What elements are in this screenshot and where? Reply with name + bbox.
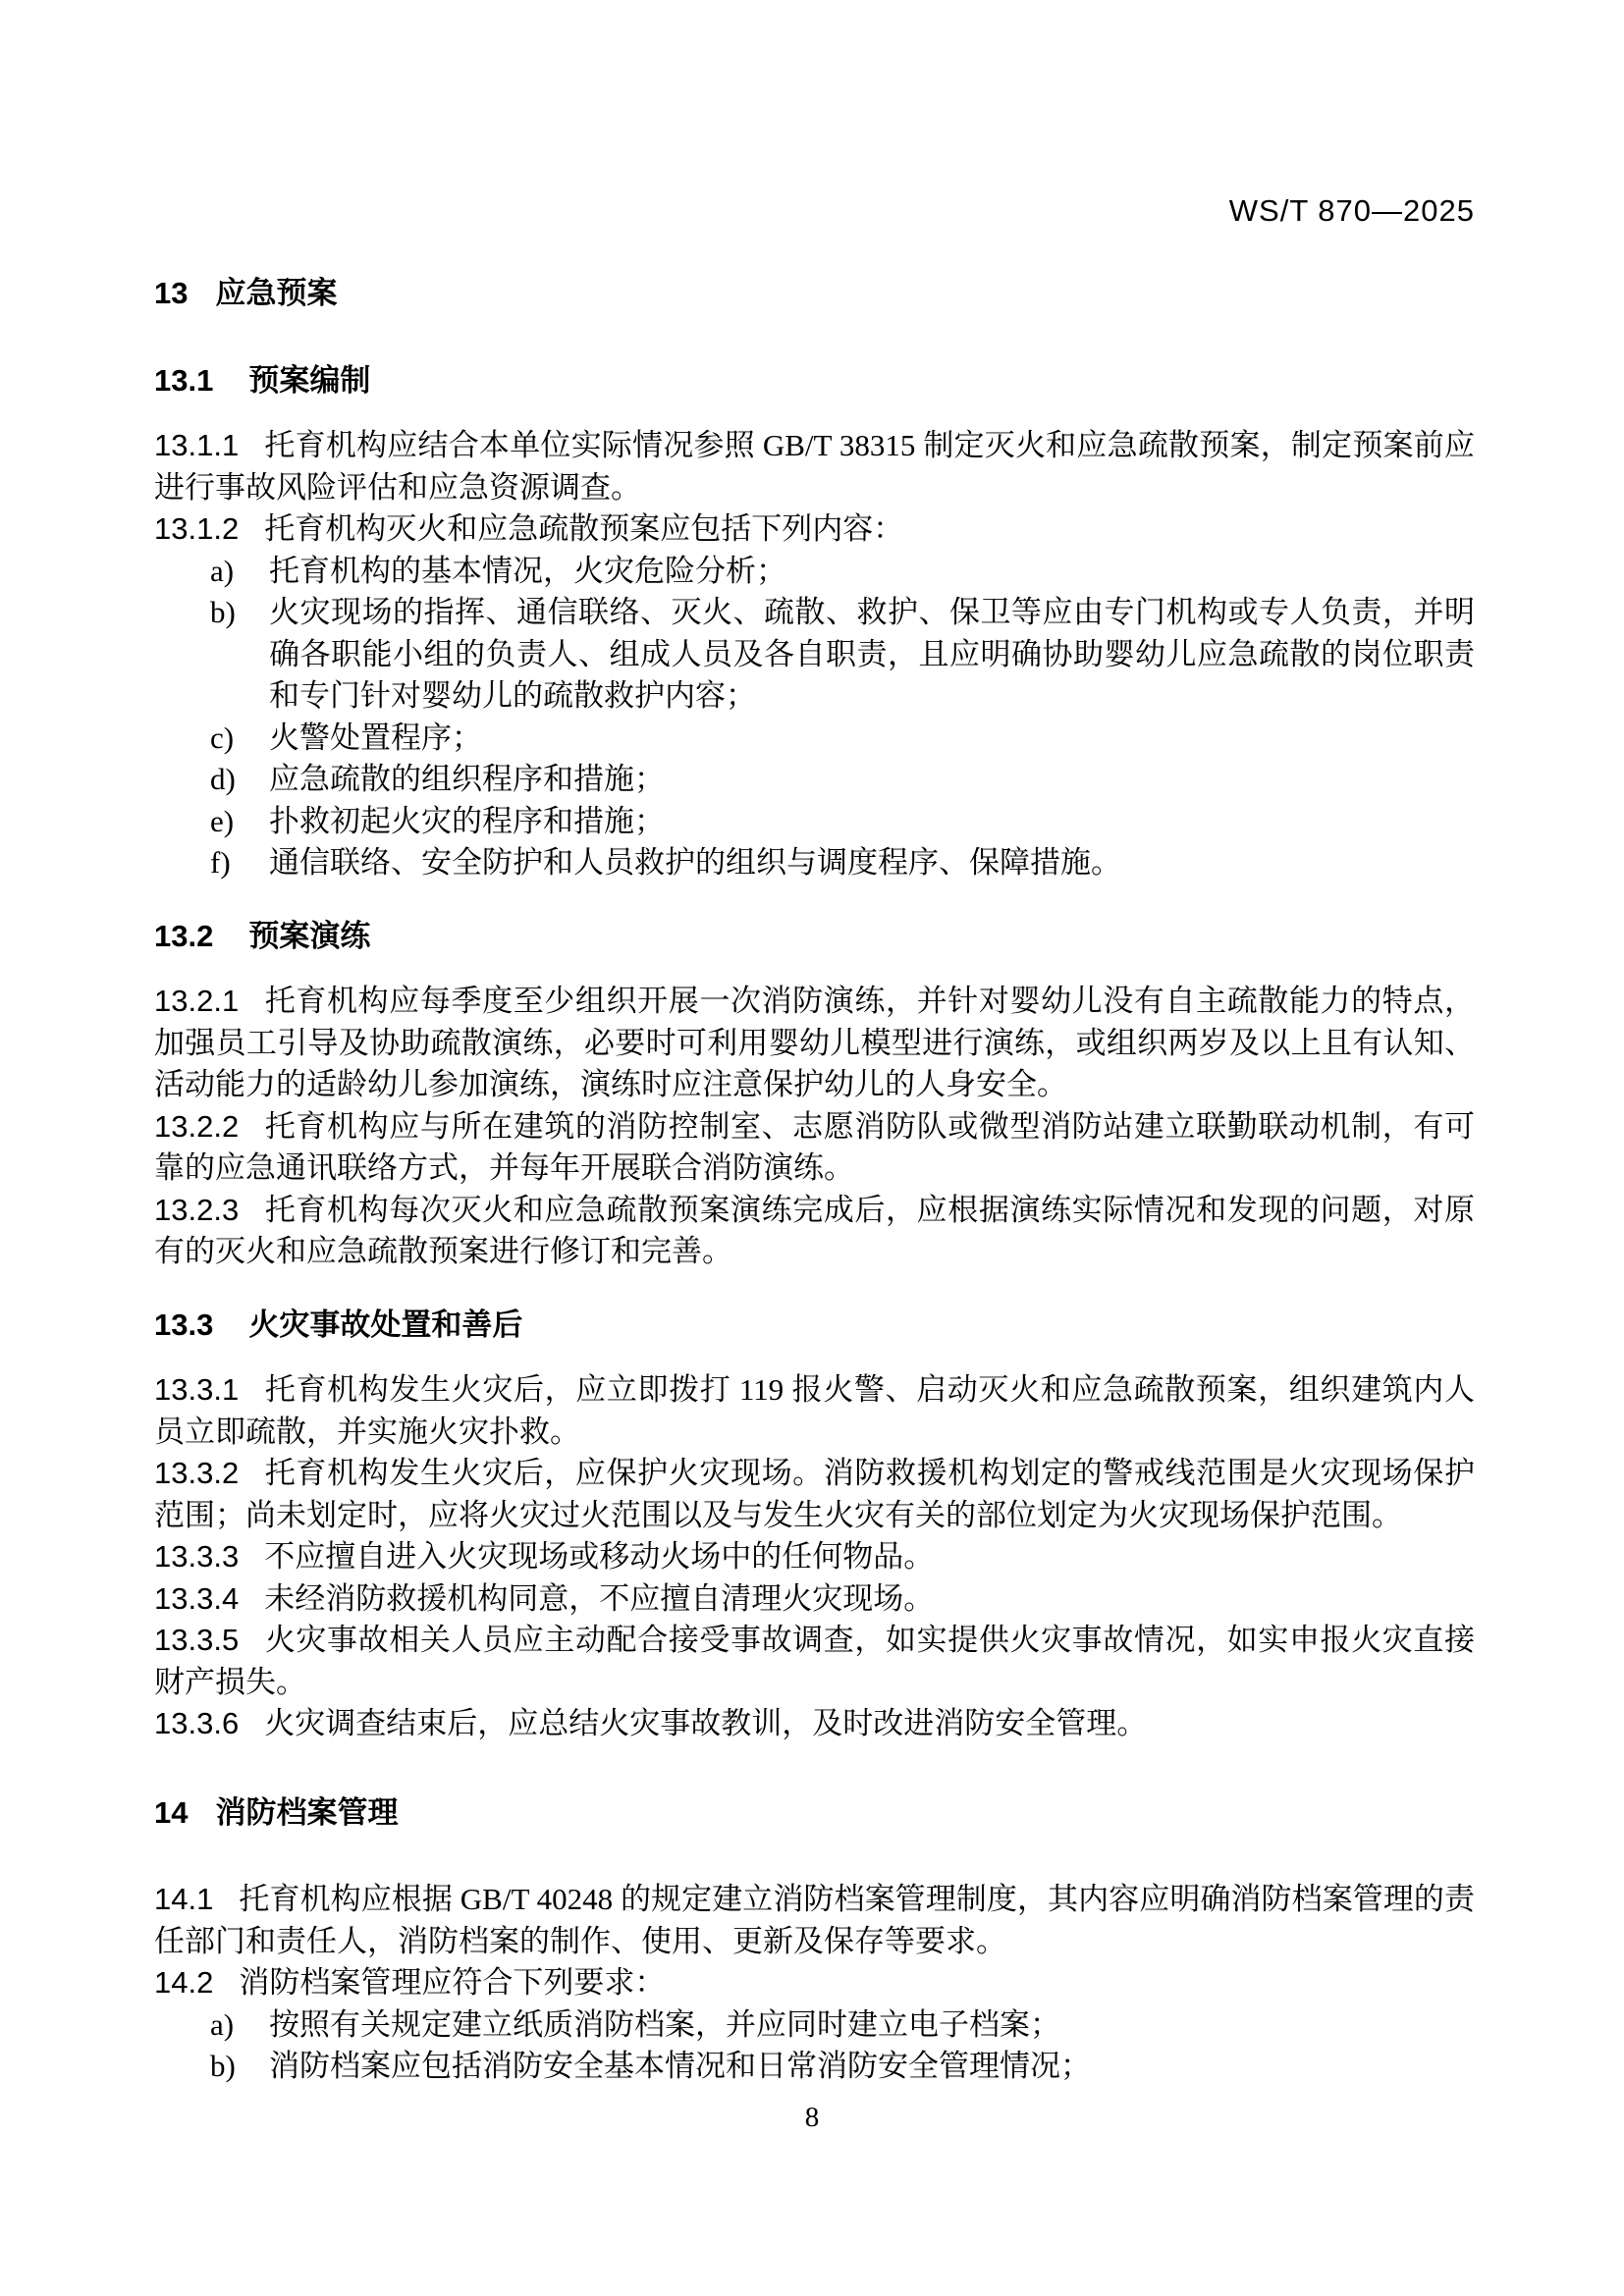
clause-13-3-6-number: 13.3.6	[154, 1706, 240, 1740]
clause-13-3-2	[154, 1453, 1475, 1536]
clause-14-1-number: 14.1	[154, 1882, 214, 1916]
clause-13-2-2	[154, 1106, 1475, 1190]
clause-13-2-1	[154, 981, 1475, 1106]
list-item-text: 消防档案应包括消防安全基本情况和日常消防安全管理情况；	[269, 2049, 1091, 2083]
section-13-1-number: 13.1	[154, 362, 214, 398]
list-item-13-1-2-a	[154, 551, 1475, 593]
list-item-13-1-2-f	[154, 842, 1475, 884]
clause-13-2-1-text: 托育机构应每季度至少组织开展一次消防演练，并针对婴幼儿没有自主疏散能力的特点，加强员工引导及协助疏散演练，必要时可利用婴幼儿模型进行演练，或组织两岁及以上且有认知、活动能力的适龄幼儿参加演练，演练时应注意保护幼儿的人身安全。	[154, 984, 1475, 1101]
clause-14-1	[154, 1879, 1475, 1962]
clause-13-1-2	[154, 508, 1475, 551]
chapter-14-heading	[154, 1792, 1475, 1835]
clause-14-2	[154, 1962, 1475, 2004]
section-13-1-title: 预案编制	[248, 362, 371, 398]
chapter-14-number: 14	[154, 1794, 189, 1830]
section-13-2-heading	[154, 916, 1475, 958]
section-13-3-number: 13.3	[154, 1307, 214, 1342]
chapter-13-number: 13	[154, 276, 189, 310]
clause-13-3-1-number: 13.3.1	[154, 1372, 240, 1407]
list-item-14-2-a	[154, 2004, 1475, 2047]
page-number-value: 8	[804, 2102, 820, 2133]
list-item-label: c)	[210, 720, 235, 755]
section-13-2-title: 预案演练	[248, 918, 371, 953]
clause-13-3-3-text: 不应擅自进入火灾现场或移动火场中的任何物品。	[264, 1539, 935, 1574]
clause-13-1-2-number: 13.1.2	[154, 511, 240, 546]
clause-13-3-4-text: 未经消防救援机构同意，不应擅自清理火灾现场。	[264, 1580, 935, 1616]
clause-13-3-5-text: 火灾事故相关人员应主动配合接受事故调查，如实提供火灾事故情况，如实申报火灾直接财产损失。	[154, 1623, 1475, 1699]
list-item-text: 火灾现场的指挥、通信联络、灭火、疏散、救护、保卫等应由专门机构或专人负责，并明确各职能小组的负责人、组成人员及各自职责，且应明确协助婴幼儿应急疏散的岗位职责和专门针对婴幼儿的疏散救护内容；	[269, 595, 1475, 713]
list-item-text: 火警处置程序；	[269, 720, 482, 755]
list-item-text: 扑救初起火灾的程序和措施；	[269, 803, 665, 838]
clause-13-3-5	[154, 1620, 1475, 1703]
list-item-text: 托育机构的基本情况，火灾危险分析；	[269, 553, 786, 588]
clause-13-3-4	[154, 1578, 1475, 1621]
clause-13-2-3	[154, 1190, 1475, 1273]
clause-13-2-2-number: 13.2.2	[154, 1108, 240, 1144]
list-item-text: 应急疏散的组织程序和措施；	[269, 762, 665, 796]
list-item-14-2-b	[154, 2046, 1475, 2088]
section-13-2-number: 13.2	[154, 918, 214, 953]
clause-13-3-1-text: 托育机构发生火灾后，应立即拨打 119 报火警、启动灭火和应急疏散预案，组织建筑内人员立即疏散，并实施火灾扑救。	[154, 1372, 1475, 1449]
list-item-13-1-2-b	[154, 592, 1475, 718]
list-item-label: b)	[210, 595, 236, 629]
clause-13-1-2-text: 托育机构灭火和应急疏散预案应包括下列内容：	[264, 511, 904, 546]
clause-13-1-1-number: 13.1.1	[154, 428, 240, 462]
clause-13-3-4-number: 13.3.4	[154, 1580, 240, 1616]
clause-14-2-number: 14.2	[154, 1965, 214, 2000]
list-item-label: d)	[210, 762, 236, 796]
section-13-1-heading	[154, 360, 1475, 402]
clause-13-2-3-text: 托育机构每次灭火和应急疏散预案演练完成后，应根据演练实际情况和发现的问题，对原有的灭火和应急疏散预案进行修订和完善。	[154, 1192, 1475, 1268]
clause-14-2-text: 消防档案管理应符合下列要求：	[239, 1965, 666, 2000]
section-13-3-heading	[154, 1305, 1475, 1347]
chapter-14-title: 消防档案管理	[215, 1794, 399, 1830]
clause-13-3-6	[154, 1703, 1475, 1745]
list-item-text: 通信联络、安全防护和人员救护的组织与调度程序、保障措施。	[269, 845, 1121, 880]
clause-13-3-5-number: 13.3.5	[154, 1623, 240, 1657]
clause-13-1-1	[154, 425, 1475, 508]
list-item-text: 按照有关规定建立纸质消防档案，并应同时建立电子档案；	[269, 2006, 1060, 2042]
page-number	[0, 2101, 1624, 2134]
clause-13-2-1-number: 13.2.1	[154, 984, 240, 1018]
section-13-3-title: 火灾事故处置和善后	[248, 1307, 523, 1342]
chapter-13-heading	[154, 273, 1475, 315]
list-item-label: b)	[210, 2049, 236, 2083]
list-item-label: a)	[210, 553, 235, 588]
clause-14-1-text: 托育机构应根据 GB/T 40248 的规定建立消防档案管理制度，其内容应明确消防档案管理的责任部门和责任人，消防档案的制作、使用、更新及保存等要求。	[154, 1882, 1475, 1958]
chapter-13-title: 应急预案	[215, 276, 338, 310]
clause-13-3-3-number: 13.3.3	[154, 1539, 240, 1574]
standard-code: WS/T 870—2025	[1228, 193, 1475, 228]
clause-13-3-6-text: 火灾调查结束后，应总结火灾事故教训，及时改进消防安全管理。	[264, 1706, 1148, 1740]
clause-13-3-2-text: 托育机构发生火灾后，应保护火灾现场。消防救援机构划定的警戒线范围是火灾现场保护范围；尚未划定时，应将火灾过火范围以及与发生火灾有关的部位划定为火灾现场保护范围。	[154, 1456, 1475, 1532]
clause-13-2-3-number: 13.2.3	[154, 1192, 240, 1227]
list-item-label: e)	[210, 803, 235, 838]
list-item-13-1-2-d	[154, 759, 1475, 801]
clause-13-3-3	[154, 1536, 1475, 1578]
list-item-13-1-2-e	[154, 801, 1475, 843]
clause-13-2-2-text: 托育机构应与所在建筑的消防控制室、志愿消防队或微型消防站建立联勤联动机制，有可靠的应急通讯联络方式，并每年开展联合消防演练。	[154, 1108, 1475, 1185]
clause-13-3-2-number: 13.3.2	[154, 1456, 240, 1490]
document-header	[154, 193, 1475, 228]
list-item-label: f)	[210, 845, 231, 880]
list-item-13-1-2-c	[154, 718, 1475, 760]
clause-13-1-1-text: 托育机构应结合本单位实际情况参照 GB/T 38315 制定灭火和应急疏散预案，制定预案前应进行事故风险评估和应急资源调查。	[154, 428, 1475, 505]
clause-13-3-1	[154, 1369, 1475, 1453]
list-item-label: a)	[210, 2006, 235, 2042]
